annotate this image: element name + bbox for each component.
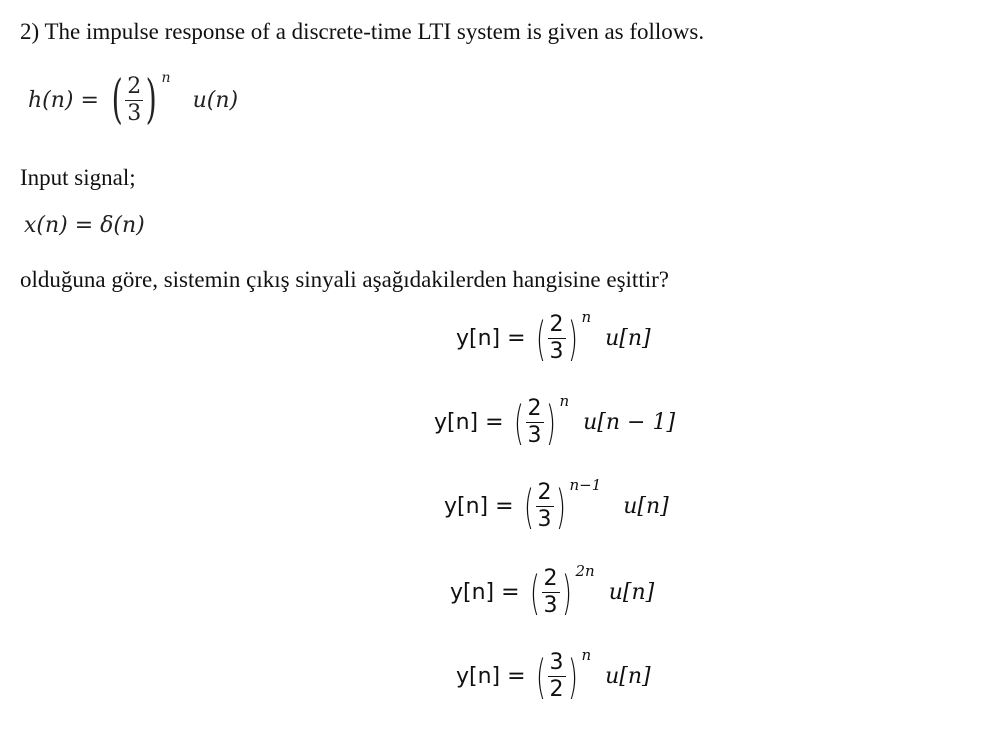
option-rhs: u[n] bbox=[605, 326, 651, 351]
fraction-numerator: 2 bbox=[527, 396, 542, 421]
exponent: 2n bbox=[575, 562, 595, 580]
left-paren: ( bbox=[523, 479, 534, 534]
option-5[interactable] bbox=[456, 646, 651, 704]
prompt-text: olduğuna göre, sistemin çıkış sinyali aşağıdakilerden hangisine eşittir? bbox=[20, 267, 669, 292]
impulse-rhs: u(n) bbox=[192, 87, 239, 113]
fraction-numerator: 2 bbox=[537, 480, 552, 505]
input-signal-label: Input signal; bbox=[20, 165, 136, 190]
exponent: n−1 bbox=[569, 476, 602, 494]
right-paren: ) bbox=[545, 395, 556, 450]
exponent: n bbox=[559, 392, 570, 410]
option-lhs: y[n] = bbox=[444, 494, 514, 519]
fraction-numerator: 2 bbox=[127, 73, 142, 99]
left-paren: ( bbox=[513, 395, 524, 450]
right-paren: ) bbox=[567, 649, 578, 704]
option-3[interactable] bbox=[444, 476, 669, 534]
exponent: n bbox=[581, 646, 592, 664]
fraction bbox=[548, 314, 566, 363]
option-rhs: u[n] bbox=[623, 494, 669, 519]
option-rhs: u[n] bbox=[605, 664, 651, 689]
input-eq-text: x(n) = δ(n) bbox=[24, 213, 145, 238]
fraction-denominator: 3 bbox=[543, 593, 558, 618]
right-paren: ) bbox=[567, 311, 578, 366]
fraction bbox=[536, 482, 554, 531]
right-paren: ) bbox=[555, 479, 566, 534]
option-lhs: y[n] = bbox=[456, 326, 526, 351]
left-paren: ( bbox=[111, 70, 123, 130]
option-rhs: u[n] bbox=[608, 580, 655, 605]
fraction-denominator: 3 bbox=[537, 507, 552, 532]
fraction-numerator: 2 bbox=[543, 566, 558, 591]
fraction bbox=[125, 73, 143, 126]
option-2[interactable] bbox=[434, 392, 676, 450]
option-1[interactable] bbox=[456, 308, 651, 366]
fraction-denominator: 3 bbox=[527, 423, 542, 448]
option-lhs: y[n] = bbox=[456, 664, 526, 689]
right-paren: ) bbox=[561, 565, 572, 620]
fraction-denominator: 2 bbox=[549, 677, 564, 702]
left-paren: ( bbox=[535, 311, 546, 366]
option-lhs: y[n] = bbox=[434, 410, 504, 435]
impulse-response-equation bbox=[28, 70, 239, 130]
option-rhs: u[n − 1] bbox=[583, 410, 676, 435]
fraction-denominator: 3 bbox=[549, 339, 564, 364]
fraction bbox=[542, 568, 560, 617]
option-lhs: y[n] = bbox=[450, 580, 520, 605]
fraction bbox=[548, 652, 566, 701]
fraction bbox=[526, 398, 544, 447]
fraction-denominator: 3 bbox=[127, 100, 142, 126]
exponent: n bbox=[161, 70, 171, 86]
question-text: 2) The impulse response of a discrete-time LTI system is given as follows. bbox=[20, 19, 705, 44]
fraction-numerator: 3 bbox=[549, 650, 564, 675]
left-paren: ( bbox=[529, 565, 540, 620]
impulse-lhs: h(n) = bbox=[28, 87, 99, 113]
option-4[interactable] bbox=[450, 562, 655, 620]
right-paren: ) bbox=[145, 70, 157, 130]
input-signal-equation bbox=[24, 213, 145, 238]
fraction-numerator: 2 bbox=[549, 312, 564, 337]
left-paren: ( bbox=[535, 649, 546, 704]
exponent: n bbox=[581, 308, 592, 326]
